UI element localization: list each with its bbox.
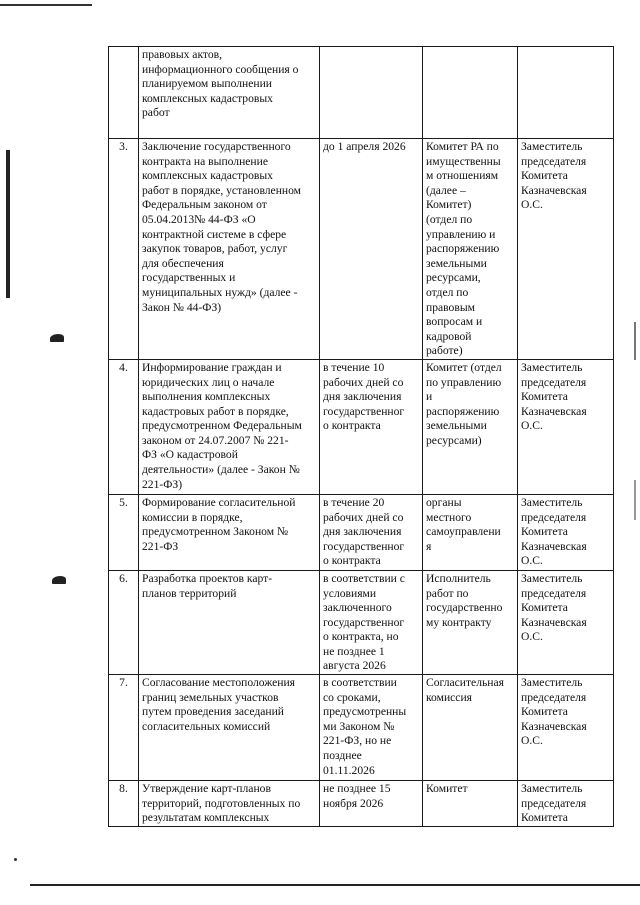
table-row: [109, 570, 614, 674]
scan-artifact-mark: [6, 150, 10, 298]
scan-artifact-line: [0, 4, 92, 6]
deadline-text: не позднее 15 ноября 2026: [323, 782, 391, 810]
table-row: [109, 359, 614, 494]
scan-artifact-line: [30, 884, 640, 886]
row-number: 5.: [109, 494, 139, 570]
deadline-text: в течение 20 рабочих дней со дня заключения государственног о контракта: [323, 495, 405, 568]
row-number: 6.: [109, 570, 139, 674]
action-plan-table: [108, 46, 614, 827]
deadline-text: в соответствии со сроками, предусмотренны ми Законом № 221-ФЗ, но не позднее 01.11.2026: [323, 676, 407, 777]
executor-cell: [423, 359, 518, 494]
deadline-cell: [320, 47, 423, 139]
executor-text: Исполнитель работ по государственно му контракту: [426, 571, 503, 629]
executor-text: Комитет (отдел по управлению и распоряжению земельными ресурсами): [426, 360, 502, 447]
row-number: 7.: [109, 675, 139, 781]
deadline-text: до 1 апреля 2026: [323, 140, 406, 153]
responsible-text: Заместитель председателя Комитета: [521, 782, 587, 825]
task-cell: [139, 359, 320, 494]
responsible-text: Заместитель председателя Комитета Казначевская О.С.: [521, 676, 587, 748]
deadline-text: в течение 10 рабочих дней со дня заключения государственног о контракта: [323, 360, 405, 433]
row-number: 4.: [109, 359, 139, 494]
task-cell: [139, 47, 320, 139]
responsible-text: Заместитель председателя Комитета Казначевская О.С.: [521, 360, 587, 433]
responsible-cell: [518, 570, 614, 674]
table-row: [109, 781, 614, 827]
row-number: 3.: [109, 139, 139, 360]
task-cell: [139, 781, 320, 827]
scan-artifact-mark: [634, 480, 636, 520]
task-text: правовых актов, информационного сообщения о планируемом выполнении комплексных кадастровых работ: [142, 48, 299, 120]
executor-cell: [423, 675, 518, 781]
task-text: Заключение государственного контракта на выполнение комплексных кадастровых работ в порядке, установленном Федеральным законом от 05.04.2013№ 44-ФЗ «О контрактной системе в сфере закупок товаров, работ, услуг для обеспечения государственных и муниципальных нужд» (далее - Закон № 44-ФЗ): [142, 140, 302, 314]
task-text: Утверждение карт-планов территорий, подготовленных по результатам комплексных: [142, 782, 301, 825]
executor-text: Комитет: [426, 782, 468, 796]
responsible-cell: [518, 675, 614, 781]
scan-artifact-mark: [634, 322, 636, 360]
row-number: 8.: [109, 781, 139, 827]
deadline-cell: [320, 359, 423, 494]
table-row: [109, 47, 614, 139]
task-text: Информирование граждан и юридических лиц о начале выполнения комплексных кадастровых работ в порядке, предусмотренном Федеральным законом от 24.07.2007 № 221- ФЗ «О кадастровой деятельности» (далее - Закон № 221-ФЗ): [142, 360, 302, 491]
task-text: Формирование согласительной комиссии в порядке, предусмотренном Законом № 221-ФЗ: [142, 495, 296, 553]
table-row: [109, 494, 614, 570]
task-cell: [139, 494, 320, 570]
executor-cell: [423, 47, 518, 139]
responsible-cell: [518, 781, 614, 827]
deadline-cell: [320, 570, 423, 674]
executor-text: органы местного самоуправлени я: [426, 495, 501, 553]
table-row: [109, 675, 614, 781]
hole-punch-mark: [50, 334, 64, 342]
responsible-cell: [518, 359, 614, 494]
executor-cell: [423, 781, 518, 827]
task-text: Согласование местоположения границ земельных участков путем проведения заседаний согласительных комиссий: [142, 676, 296, 733]
executor-cell: [423, 570, 518, 674]
executor-cell: [423, 494, 518, 570]
responsible-text: Заместитель председателя Комитета Казначевская О.С.: [521, 571, 587, 644]
deadline-cell: [320, 494, 423, 570]
task-cell: [139, 675, 320, 781]
task-cell: [139, 570, 320, 674]
deadline-cell: [320, 139, 423, 360]
scan-artifact-dot: [14, 858, 17, 861]
row-number: [109, 47, 139, 139]
deadline-cell: [320, 675, 423, 781]
table-row: [109, 139, 614, 360]
responsible-cell: [518, 494, 614, 570]
task-cell: [139, 139, 320, 360]
deadline-text: в соответствии с условиями заключенного государственног о контракта, но не позднее 1 августа 2026: [323, 571, 405, 673]
responsible-text: Заместитель председателя Комитета Казначевская О.С.: [521, 140, 587, 212]
deadline-cell: [320, 781, 423, 827]
responsible-cell: [518, 139, 614, 360]
responsible-text: Заместитель председателя Комитета Казначевская О.С.: [521, 495, 587, 568]
executor-text: Согласительная комиссия: [426, 676, 504, 704]
hole-punch-mark: [52, 576, 66, 584]
responsible-cell: [518, 47, 614, 139]
executor-text: Комитет РА по имущественны м отношениям (далее – Комитет) (отдел по управлению и распоряжению земельными ресурсами, отдел по правовым вопросам и кадровой работе): [426, 140, 501, 358]
executor-cell: [423, 139, 518, 360]
task-text: Разработка проектов карт- планов территорий: [142, 571, 273, 600]
